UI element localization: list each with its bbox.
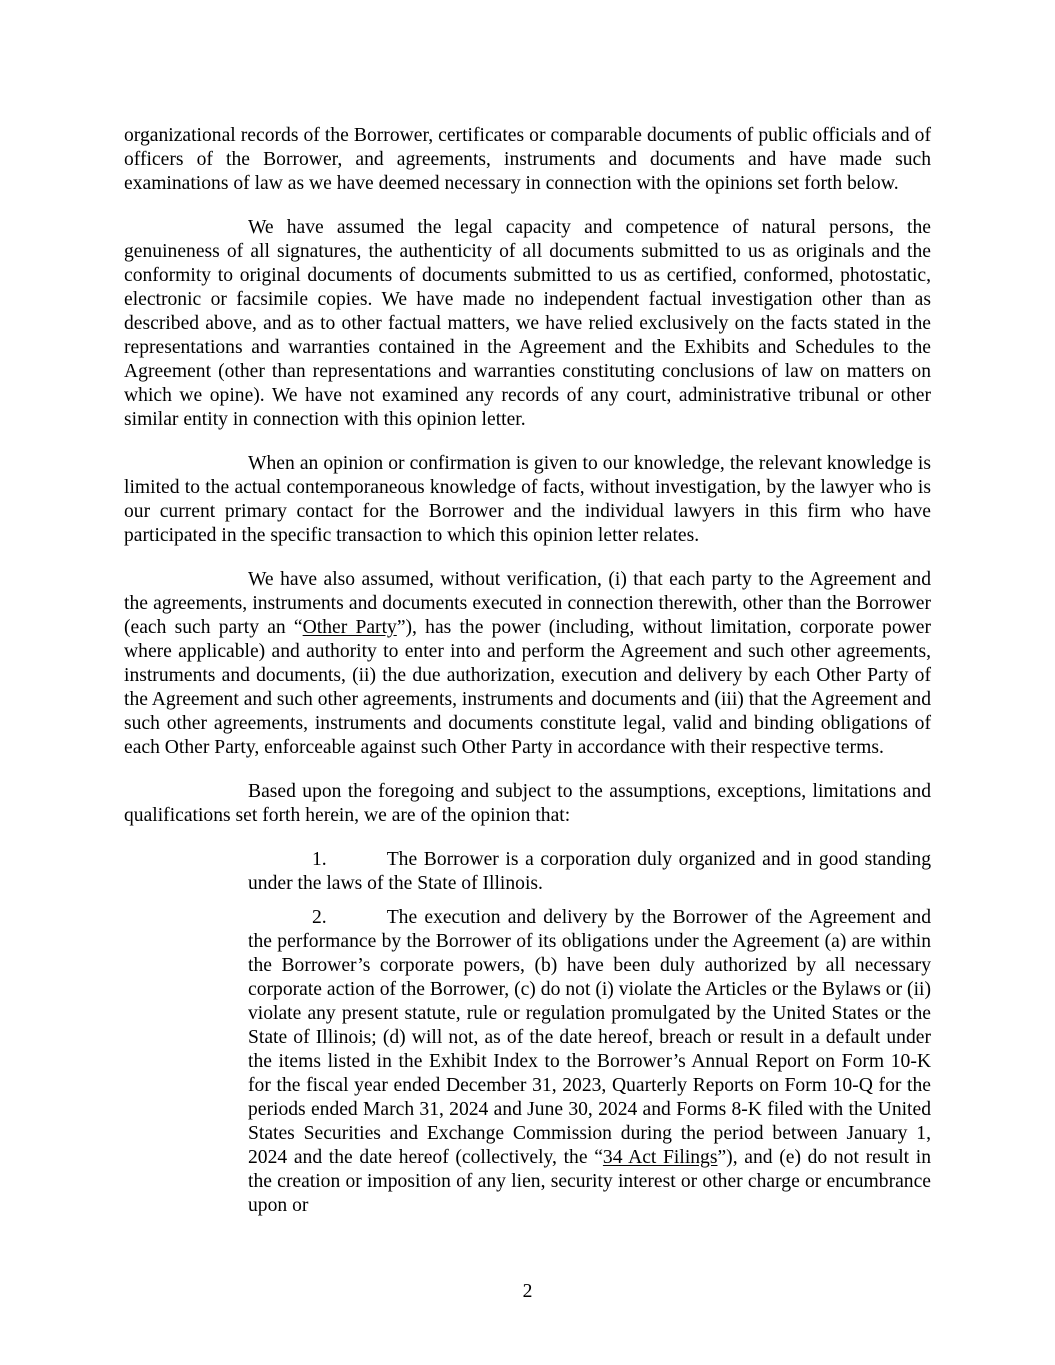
paragraph-continuation: organizational records of the Borrower, certificates or comparable documents of public officials and of officers of the Borrower, and agreements, instruments and documents and have made such examinations of law as we have deemed necessary in connection with the opinions set forth below. bbox=[124, 125, 931, 194]
opinion-item-number: 2. bbox=[312, 907, 327, 928]
text-segment: The Borrower is a corporation duly organized and in good standing under the laws of the State of Illinois. bbox=[248, 849, 931, 894]
text-segment: The execution and delivery by the Borrower of the Agreement and the performance by the Borrower of its obligations under the Agreement (a) are within the Borrower’s corporate powers, (b) have been duly authorized by all necessary corporate action of the Borrower, (c) do not (i) violate the Articles or the Bylaws or (ii) violate any present statute, rule or regulation promulgated by the United States or the State of Illinois; (d) will not, as of the date hereof, breach or result in a default under the items listed in the Exhibit Index to the Borrower’s Annual Report on Form 10-K for the fiscal year ended December 31, 2023, Quarterly Reports on Form 10-Q for the periods ended March 31, 2024 and June 30, 2024 and Forms 8-K filed with the United States Securities and Exchange Commission during the period between January 1, 2024 and the date hereof (collectively, the “ bbox=[248, 907, 931, 1168]
document-body bbox=[124, 124, 931, 1228]
text-segment: ”), has the power (including, without limitation, corporate power where applicable) and authority to enter into and perform the Agreement and such other agreements, instruments and documents, (ii) the due authorization, execution and delivery by each Other Party of the Agreement and such other agreements, instruments and documents and (iii) that the Agreement and such other agreements, instruments and documents constitute legal, valid and binding obligations of each Other Party, enforceable against such Other Party in accordance with their respective terms. bbox=[124, 617, 931, 758]
opinion-item-number: 1. bbox=[312, 849, 327, 870]
text-segment: We have also assumed, without verification, (i) that each party to the Agreement and the agreements, instruments and documents executed in connection therewith, other than the Borrower (each such party an “ bbox=[124, 569, 931, 638]
opinion-item-text bbox=[248, 848, 931, 896]
defined-term-34-act-filings: 34 Act Filings bbox=[602, 1147, 718, 1168]
opinion-item-1 bbox=[248, 848, 931, 896]
opinion-item-text bbox=[248, 906, 931, 1218]
defined-term-other-party: Other Party bbox=[302, 617, 397, 638]
opinion-item-2 bbox=[248, 906, 931, 1218]
page-number: 2 bbox=[522, 1281, 533, 1302]
paragraph-knowledge: When an opinion or confirmation is given to our knowledge, the relevant knowledge is limited to the actual contemporaneous knowledge of facts, without investigation, by the lawyer who is our current primary contact for the Borrower and the individual lawyers in this firm who have participated in the specific transaction to which this opinion letter relates. bbox=[124, 453, 931, 546]
paragraph-assumptions: We have assumed the legal capacity and competence of natural persons, the genuineness of all signatures, the authenticity of all documents submitted to us as originals and the conformity to original documents of documents submitted to us as certified, conformed, photostatic, electronic or facsimile copies. We have made no independent factual investigation other than as described above, and as to other factual matters, we have relied exclusively on the facts stated in the representations and warranties contained in the Agreement and the Exhibits and Schedules to the Agreement (other than representations and warranties constituting conclusions of law on matters on which we opine). We have not examined any records of any court, administrative tribunal or other similar entity in connection with this opinion letter. bbox=[124, 217, 931, 430]
paragraph-opinion-intro: Based upon the foregoing and subject to the assumptions, exceptions, limitations and qualifications set forth herein, we are of the opinion that: bbox=[124, 781, 931, 826]
paragraph-other-party-assumptions bbox=[124, 568, 931, 760]
text-segment: ”), and (e) do not result in the creation or imposition of any lien, security interest or other charge or encumbrance upon or bbox=[248, 1147, 932, 1216]
